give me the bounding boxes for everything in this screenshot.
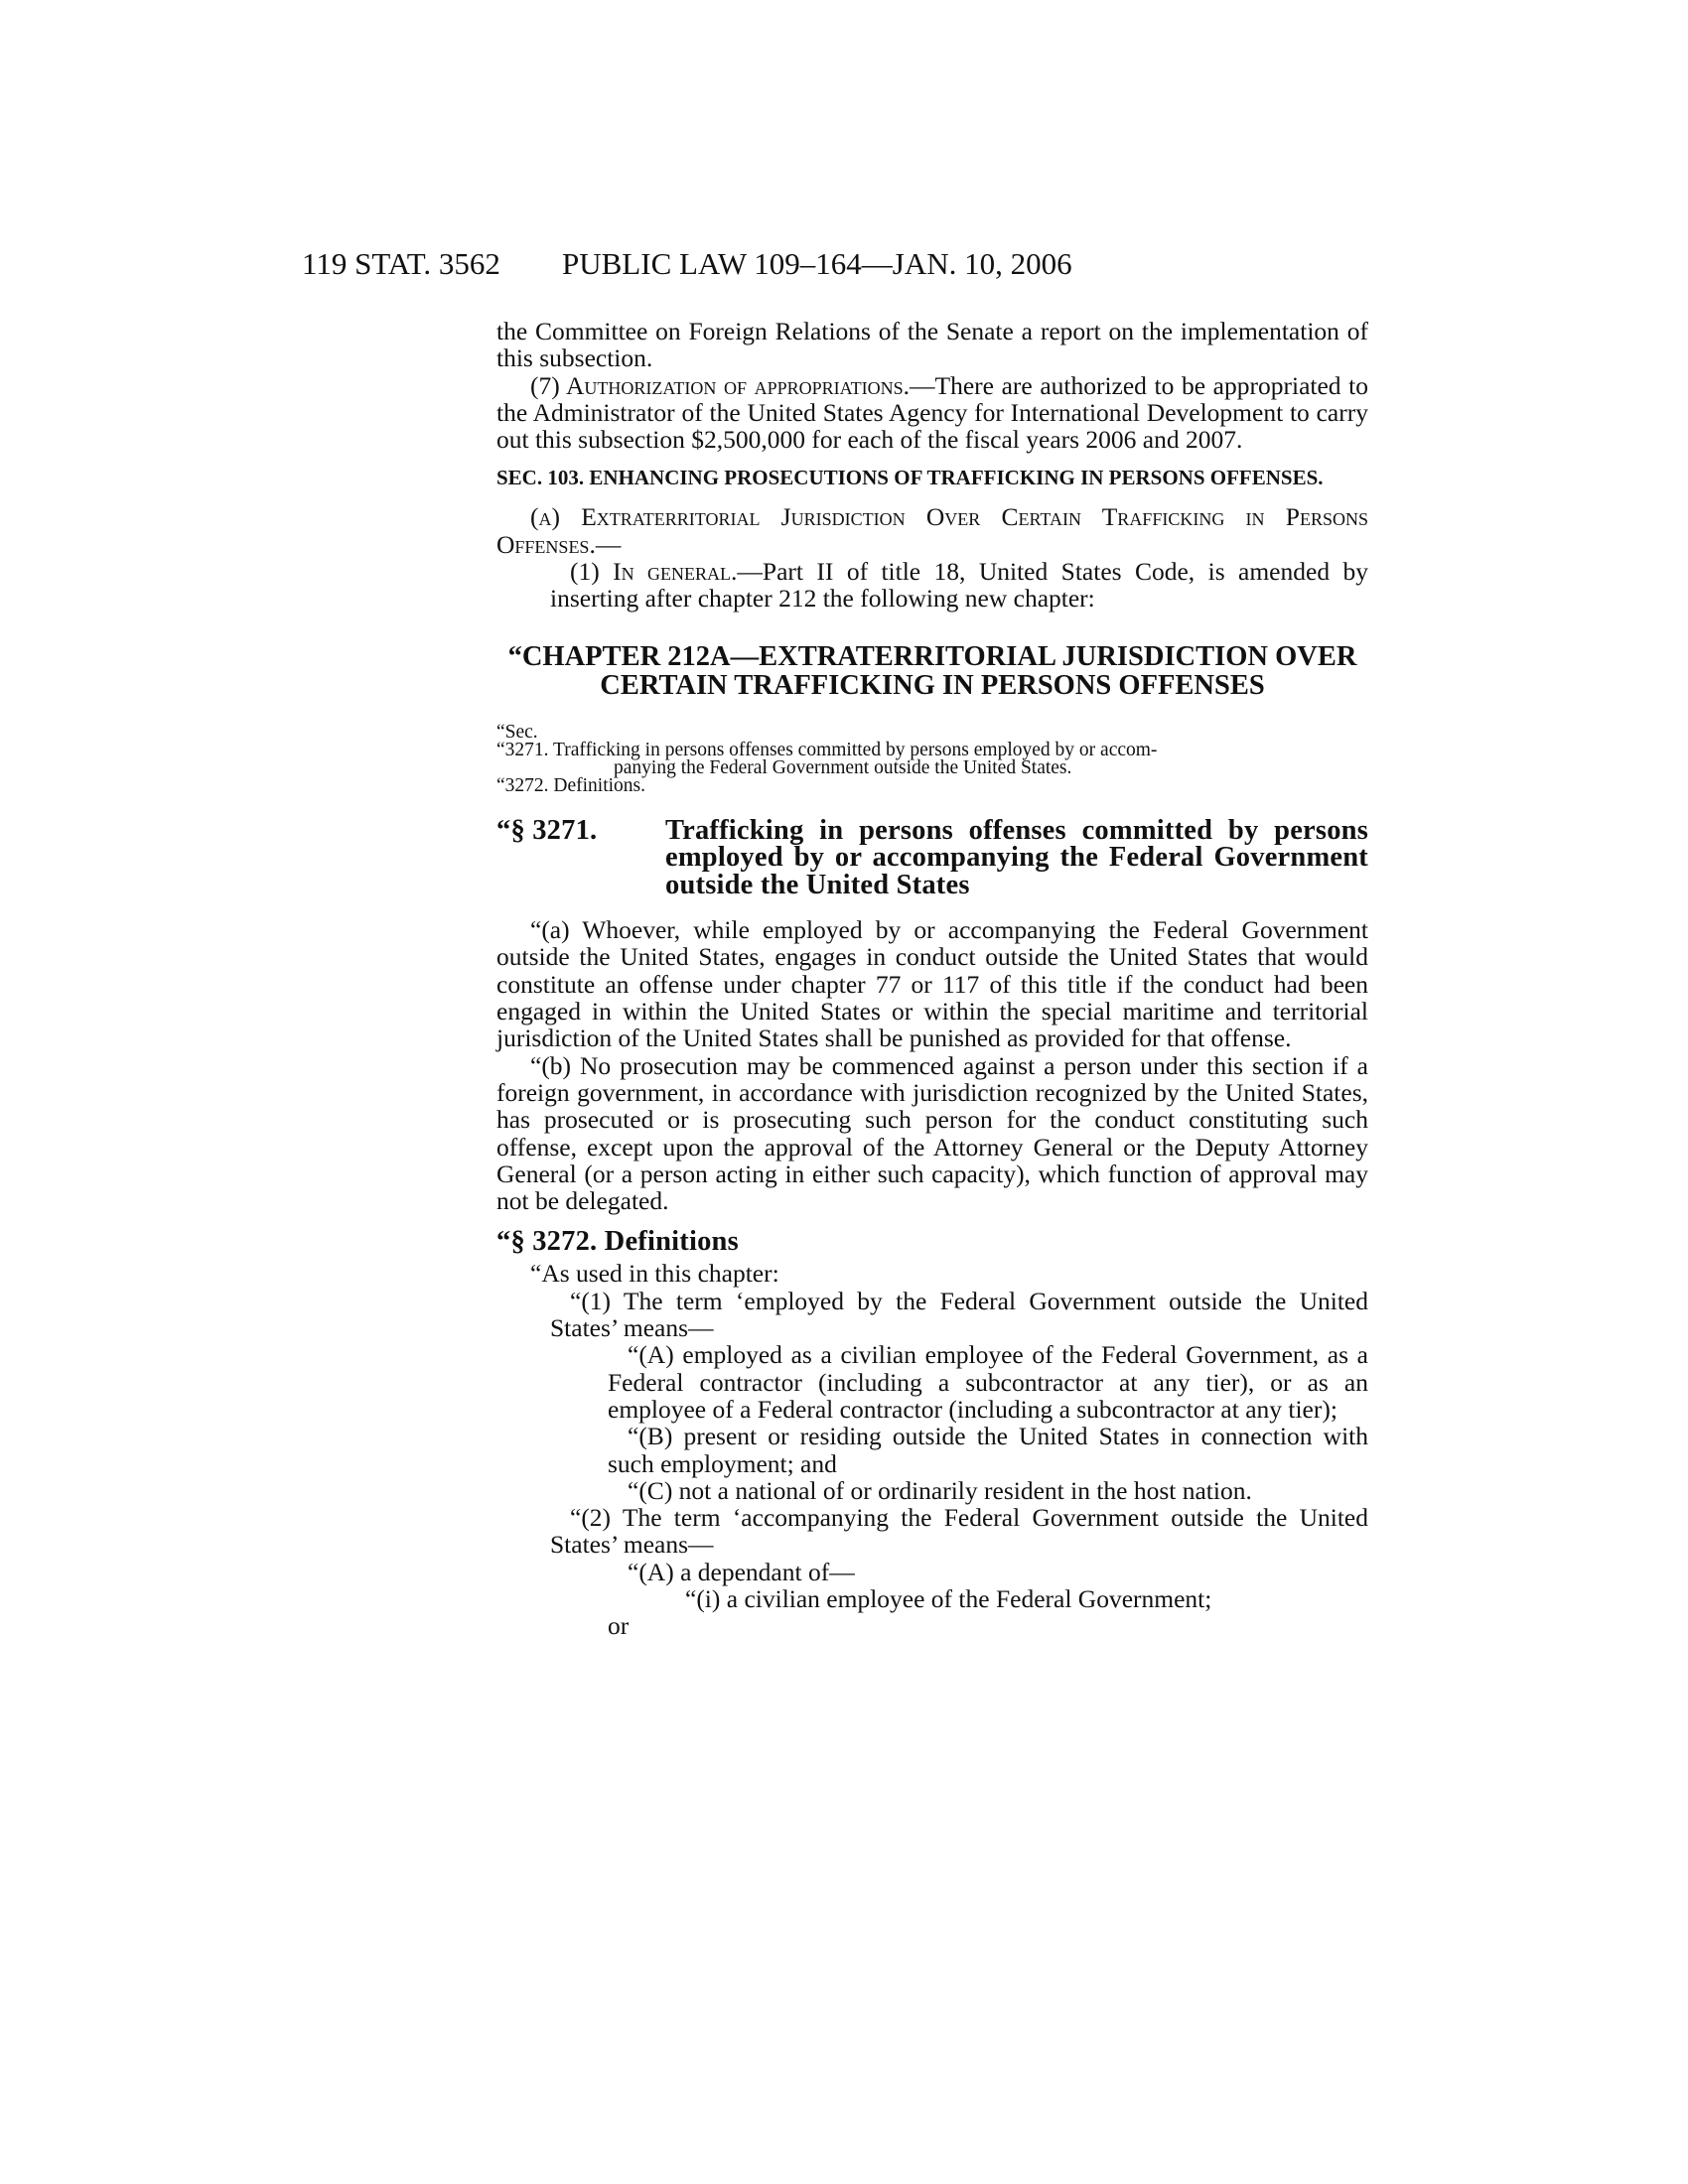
page-body <box>496 318 1368 1640</box>
section-3271-title <box>496 814 1368 900</box>
toc-sec-label: “Sec. <box>496 721 538 743</box>
toc-item-3271: “3271. Trafficking in persons offenses committed by persons employed by or accom- <box>496 739 1158 760</box>
table-of-sections <box>496 721 1368 796</box>
statute-citation: 119 STAT. 3562 <box>302 246 500 281</box>
paragraph-1-text: —Part II of title 18, United States Code, is amended by inserting after chapter 212 the following new chapter: <box>550 557 1368 614</box>
intro-continuation: the Committee on Foreign Relations of the Senate a report on the implementation of this subsection. <box>496 317 1368 373</box>
definition-2: “(2) The term ‘accompanying the Federal Government outside the United States’ means— <box>550 1503 1368 1560</box>
toc-item-3272: “3272. Definitions. <box>496 774 646 796</box>
definition-1-C: “(C) not a national of or ordinarily resident in the host nation. <box>628 1475 1252 1505</box>
paragraph-1-label: (1) In general. <box>570 557 738 587</box>
definition-2-A: “(A) a dependant of— <box>628 1557 855 1586</box>
definition-1-B: “(B) present or residing outside the United States in connection with such employment; and <box>608 1422 1368 1478</box>
definition-1-A: “(A) employed as a civilian employee of the Federal Government, as a Federal contractor (including a subcontractor at any tier), or as an employee of a Federal contractor (including a subcontractor at any tier); <box>608 1340 1368 1424</box>
subsection-a <box>496 503 1368 558</box>
subsection-a-dash: — <box>595 529 622 559</box>
section-3272-title: “§ 3272. Definitions <box>496 1226 739 1258</box>
section-3271-subsection-b: “(b) No prosecution may be commenced against a person under this section if a foreign government, in accordance with jurisdiction recognized by the United States, has prosecuted or is prosecuting such person for the conduct constituting such offense, except upon the approval of the Attorney General or the Deputy Attorney General (or a person acting in either such capacity), which function of approval may not be delegated. <box>496 1050 1368 1216</box>
page-header <box>0 244 1688 284</box>
paragraph-7-label: (7) Authorization of appropriations. <box>530 370 910 400</box>
paragraph-7 <box>496 372 1368 454</box>
subsection-a-label: (a) Extraterritorial Jurisdiction Over Certain Trafficking in Persons Offenses. <box>496 502 1368 559</box>
section-3271-symbol: “§ 3271. <box>496 814 598 846</box>
definition-2-A-i: “(i) a civilian employee of the Federal Government; <box>685 1584 1212 1613</box>
definition-1: “(1) The term ‘employed by the Federal Government outside the United States’ means— <box>550 1286 1368 1343</box>
paragraph-1 <box>496 558 1368 613</box>
paragraph-7-text: —There are authorized to be appropriated to the Administrator of the United States Agency for International Development to carry out this subsection $2,500,000 for each of the fiscal years 2006 and 2007. <box>496 370 1368 455</box>
chapter-title: “CHAPTER 212A—EXTRATERRITORIAL JURISDICTION OVER CERTAIN TRAFFICKING IN PERSONS OFFENSES <box>507 640 1357 701</box>
definition-2-A-i-or: or <box>608 1611 630 1641</box>
section-3271-title-text: Trafficking in persons offenses committed by persons employed by or accompanying the Federal Government outside the United States <box>665 814 1368 900</box>
section-3272-intro: “As used in this chapter: <box>530 1259 779 1289</box>
public-law-citation: PUBLIC LAW 109–164—JAN. 10, 2006 <box>562 246 1072 281</box>
section-3271-subsection-a: “(a) Whoever, while employed by or accompanying the Federal Government outside the United States, engages in conduct outside the United States that would constitute an offense under chapter 77 or 117 of this title if the conduct had been engaged in within the United States or within the special maritime and territorial jurisdiction of the United States shall be punished as provided for that offense. <box>496 915 1368 1053</box>
toc-item-3271-continued: panying the Federal Government outside the United States. <box>614 756 1072 778</box>
section-103-heading: SEC. 103. ENHANCING PROSECUTIONS OF TRAFFICKING IN PERSONS OFFENSES. <box>496 466 1324 490</box>
